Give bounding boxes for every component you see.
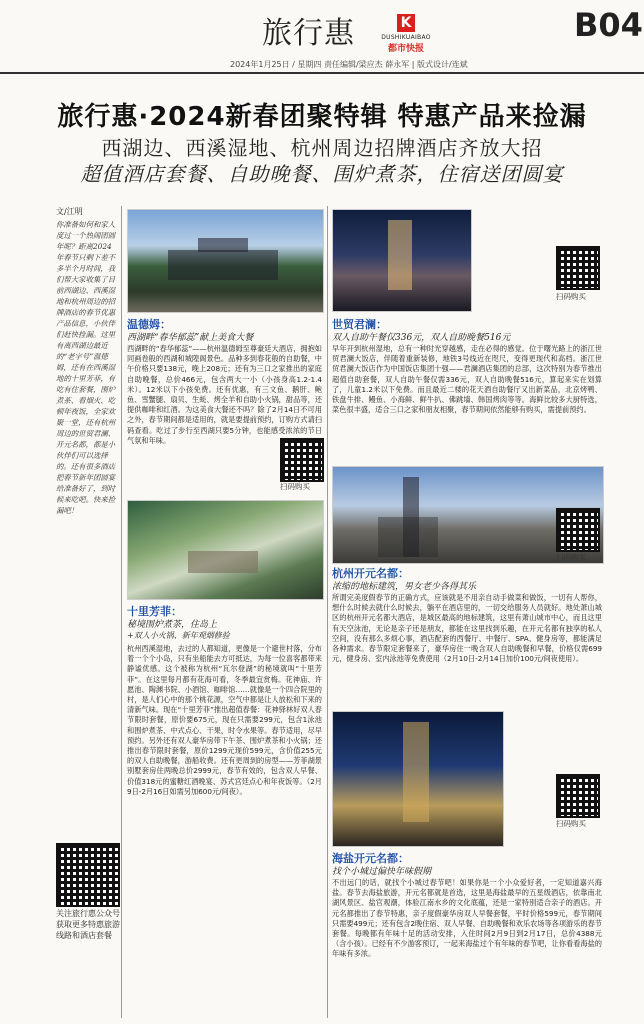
section-body-shilifangfei: 杭州西溪湿地，去过的人都知道，更像是一个避世村落，分布着一个个小岛，只有坐船能去方可抵达，为每一位喜客都带来静谧优感。这个被称为杭州“瓦尔登湖”的秘境就叫“十里芳菲”。在这里每月都有花海可看，冬季最宜赏梅。花神庙、许愿池、陶渊书院、小酒馆、咖啡馆……就像是一个四合院里的村，是人们心中的那个桃花源，空气中都是让人放松和下来的清新气味。现在“十里芳菲”推出超值春餐：花神驿林好双人春节限时套餐，原价要675元，现在只需要299元，包含1泳池和围炉煮茶、中式点心、干果，时令水果等。春节适用，尽早预约。另外还有双人豪华房带下午茶、围炉煮茶和小火锅；还推出春节限时套餐，原价1299元现价599元，含价值255元的双人自助晚餐，游船收费。还有更周到的房型——芳菲湖景别墅套房住两晚总价2999元，春节有效的，包含双人早餐、价值318元的蜜糖红酒晚宴、苏式宫廷点心和年夜饭等。（2月9日-2月16日如需另加600元/间夜）。 [127, 644, 322, 796]
headline: 旅行惠·2024新春团聚特辑 特惠产品来捡漏 [57, 102, 587, 132]
section-subtitle-shilifangfei: 秘境围炉煮茶，住岛上 [127, 620, 218, 630]
section-subtitle2-shilifangfei: +双人小火锅、新年观烟修验 [127, 631, 230, 640]
scan-label: 扫码购买 [556, 819, 586, 828]
section-title: 旅行惠 [262, 16, 355, 51]
section-title-wyndham: 温德姆： [127, 318, 171, 331]
page-number: B04 [574, 6, 643, 44]
qr-code-icon[interactable] [556, 774, 600, 818]
section-subtitle-shimao: 双人自助午餐仅336元，双人自助晚餐516元 [332, 333, 511, 343]
section-title-shilifangfei: 十里芳菲： [127, 605, 182, 618]
section-body-shimao: 早年开到杭州湿地，总有一种时光穿越感，走在必得的感觉。位于曙光路上的浙江世贸君澜大饭店，伴随着重新装修，地铁3号线近在咫尺，变得更现代和高档。浙江世贸君澜大饭店作为中国饭店集团十强——君澜酒店集团的总部，这次特别为春节推出超值自助套餐，双人自助午餐仅需336元，双人自助晚餐516元，算起来实在划算了，儿童1.2米以下免费。而且最近二楼的花天酒自助餐厅又出新菜品，北京烤鸭、铁盘牛排、鳗鱼、小海鲜、鲜牛扒、佛跳墙、韩国烤肉等等。海鲜比较多大厨特选，菜色很丰盛，适合三口之家和朋友相聚，春节期间依然能够有购买，需提前预约。 [332, 344, 602, 415]
column-divider [327, 206, 328, 1018]
qr-code-icon[interactable] [556, 246, 600, 290]
logo-k-icon: K [397, 14, 415, 32]
shimao-hotel-photo [332, 209, 472, 312]
section-subtitle-wyndham: 西湖畔“春华郁蕊”献上美食大餐 [127, 333, 254, 343]
lead-paragraph: 你准备如何和家人度过一个热闹团圆年呢？距离2024年春节只剩下差不多半个月时间，我们帮大家收集了目前西湖边、西溪湿地和杭州周边的招牌酒店的春节优惠产品信息，小伙伴们赶快捡漏。这里有离西湖边最近的“老字号”温德姆，还有在西溪湿地的十里芳菲，有吃有住套餐，围炉煮茶、看烟火、吃顿年夜饭，全家欢聚一堂，还有杭州周边的世贸君澜、开元名都，都是小伙伴们可以选择的。还有很多酒店把春节新年团圆宴给准备好了，到时候来吃吧。快来捡漏吧！ [56, 220, 116, 515]
shilifangfei-photo [127, 500, 324, 600]
section-subtitle-haiyan: 找个小城过偏快年味假期 [332, 867, 432, 877]
section-subtitle-kaiyuan: 浓缩的地标建筑，男女老少各得其乐 [332, 582, 477, 592]
section-title-haiyan: 海盐开元名都： [332, 852, 409, 865]
scan-label: 扫码购买 [556, 292, 586, 301]
qr-code-icon[interactable] [556, 508, 600, 552]
newspaper-logo [380, 14, 432, 58]
column-divider [121, 206, 122, 1018]
haiyan-hotel-photo [332, 711, 504, 847]
section-title-kaiyuan: 杭州开元名都： [332, 567, 409, 580]
scan-label: 扫码购买 [556, 553, 586, 562]
logo-en-text: DUSHIKUAIBAO [381, 34, 431, 41]
section-title-shimao: 世贸君澜： [332, 318, 387, 331]
logo-cn-text: 都市快报 [387, 44, 424, 54]
subheadline-2: 超值酒店套餐、自助晚餐、围炉煮茶，住宿送团圆宴 [80, 162, 564, 186]
qr-code-icon[interactable] [280, 438, 324, 482]
author-byline: 文/江明 [56, 207, 83, 216]
section-body-kaiyuan: 所谓完美度假春节的正确方式，应该就是不用亲自动手做菜和做饭，一切有人帮你，想什么时候去就什么时候去，躺平在酒店里的，一切交给服务人员就好。地处萧山城区的杭州开元名都大酒店，是城区最高的地标建筑，这里有萧山城市中心，而且这里有天空泳池，无论是亲子还是朋友，都能在这里找到乐趣，在开元名都有独享的私人空间，没有那么多烦心事，酒店配套的西餐厅、中餐厅、SPA、健身房等，都能满足各种需求。春节限定套餐来了，豪华房住一晚含双人自助晚餐和早餐，价格仅需699元，健身房、室内泳池等免费使用（2月10日-2月14日加价100元/间夜使用）。 [332, 593, 602, 664]
wyndham-hotel-photo [127, 209, 324, 313]
qr-left-caption: 关注旅行惠公众号获取更多特惠旅游线路和酒店套餐 [56, 909, 120, 940]
subheadline-1: 西湖边、西溪湿地、杭州周边招牌酒店齐放大招 [101, 136, 543, 160]
masthead-rule [0, 72, 644, 74]
qr-code-icon[interactable] [56, 843, 120, 907]
dateline: 2024年1月25日 / 星期四 责任编辑/梁应杰 薛永军 | 版式设计/连斌 [230, 60, 468, 69]
section-body-haiyan: 不出远门的话，就找个小城过春节吧！如果你是一个小众爱好者，一定知道嘉兴海盐。春节去海盐旅游，开元名都就是首选，这里是海盐最早的五星级酒店，依靠南北湖风景区、盐官观潮，体验江南水乡的文化底蕴，还是一家特别适合亲子的酒店。开元名都推出了春节特惠，亲子度假豪华房双人早餐套餐，平时价格599元，春节期间只需要499元；还有包含2晚住宿、双人早餐、自助晚餐和欢乐农场等各项游乐的春节套餐。每晚都有年味十足的活动安排，入住时间2月9日到2月17日，总价4388元（含小孩）。已经有不少游客预订，一起来海盐过个有年味的春节吧，让你看看海盐的年味有多浓。 [332, 878, 602, 959]
section-body-wyndham: 西湖畔的“春华郁蕊”——杭州温德姆至尊豪廷大酒店，拥抱如同画卷般的西湖和城隍阁景色。品种多到春花般的自助餐，中午价格只要138元，晚上208元；还有为三口之家推出的家庭自助晚餐，总价466元，包含两大一小（小孩身高1.2-1.4米）。12米以下小孩免费。还有优惠，有三文鱼、鹅肝、鲍鱼、雪蟹腿、扇贝、生蚝、烤全羊和自助小火锅，甜品等，还提供咖啡和红酒。为这美食大餐还不吗？除了2月14日不可用之外，春节期间都是适用的，就是要提前预约，订购方式请扫码查看。吃过了步行至西湖只要5分钟，也能感受浓浓的节日气氛和年味。 [127, 344, 322, 445]
scan-label: 扫码购买 [280, 482, 310, 491]
